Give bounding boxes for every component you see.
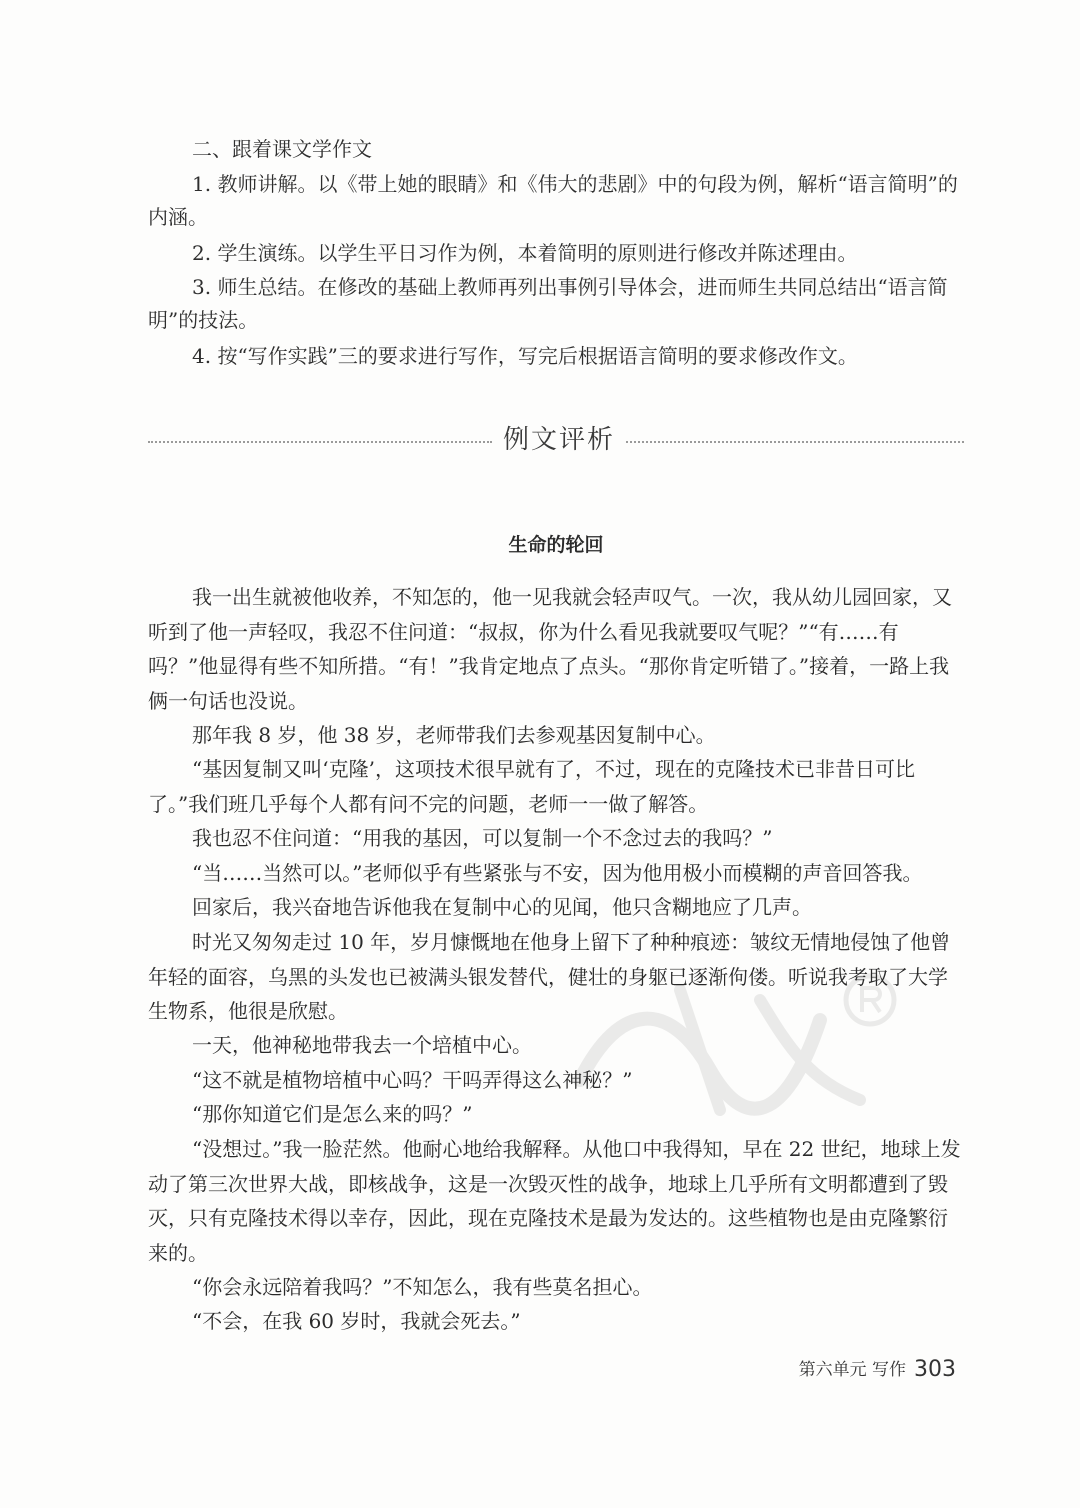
step-item-2: 2. 学生演练。以学生平日习作为例，本着简明的原则进行修改并陈述理由。 <box>192 241 858 265</box>
essay-paragraph-11: “没想过。”我一脸茫然。他耐心地给我解释。从他口中我得知，早在 22 世纪，地球上发动了第三次世界大战，即核战争，这是一次毁灭性的战争，地球上几乎所有文明都遭到了毁灭，只有克隆技术得以幸存，因此，现在克隆技术是最为发达的。这些植物也是由克隆繁衍来的。 <box>148 1137 961 1265</box>
essay-paragraph-4: 我也忍不住问道：“用我的基因，可以复制一个不念过去的我吗？” <box>192 826 773 850</box>
page-footer <box>799 1356 956 1384</box>
essay-paragraph-1: 我一出生就被他收养，不知怎的，他一见我就会轻声叹气。一次，我从幼儿园回家，又听到了他一声轻叹，我忍不住问道：“叔叔，你为什么看见我就要叹气呢？”“有……有吗？”他显得有些不知所措。“有！”我肯定地点了点头。“那你肯定听错了。”接着，一路上我俩一句话也没说。 <box>148 585 952 713</box>
step-item-1: 1. 教师讲解。以《带上她的眼睛》和《伟大的悲剧》中的句段为例，解析“语言简明”的内涵。 <box>148 172 958 229</box>
divider-line-left <box>148 441 492 443</box>
essay-title: 生命的轮回 <box>508 534 604 556</box>
essay-paragraph-3: “基因复制又叫‘克隆’，这项技术很早就有了，不过，现在的克隆技术已非昔日可比了。”我们班几乎每个人都有问不完的问题，老师一一做了解答。 <box>148 757 915 816</box>
page-number: 303 <box>914 1357 956 1382</box>
divider-line-right <box>626 441 964 443</box>
section-divider <box>148 420 964 460</box>
essay-paragraph-13: “不会，在我 60 岁时，我就会死去。” <box>192 1309 521 1333</box>
essay-paragraph-9: “这不就是植物培植中心吗？干吗弄得这么神秘？” <box>192 1068 633 1092</box>
essay-paragraph-2: 那年我 8 岁，他 38 岁，老师带我们去参观基因复制中心。 <box>192 723 716 747</box>
section-heading: 二、跟着课文学作文 <box>192 137 372 161</box>
essay-paragraph-6: 回家后，我兴奋地告诉他我在复制中心的见闻，他只含糊地应了几声。 <box>192 895 812 919</box>
essay-paragraph-10: “那你知道它们是怎么来的吗？” <box>192 1102 473 1126</box>
essay-paragraph-12: “你会永远陪着我吗？”不知怎么，我有些莫名担心。 <box>192 1275 653 1299</box>
step-item-4: 4. 按“写作实践”三的要求进行写作，写完后根据语言简明的要求修改作文。 <box>192 344 858 368</box>
footer-unit-label: 第六单元 写作 <box>798 1360 906 1380</box>
divider-title: 例文评析 <box>502 425 615 455</box>
essay-paragraph-5: “当……当然可以。”老师似乎有些紧张与不安，因为他用极小而模糊的声音回答我。 <box>192 861 923 885</box>
step-item-3: 3. 师生总结。在修改的基础上教师再列出事例引导体会，进而师生共同总结出“语言简明”的技法。 <box>148 275 948 332</box>
essay-paragraph-7: 时光又匆匆走过 10 年，岁月慷慨地在他身上留下了种种痕迹：皱纹无情地侵蚀了他曾年轻的面容，乌黑的头发也已被满头银发替代，健壮的身躯已逐渐佝偻。听说我考取了大学生物系，他很是欣慰。 <box>148 930 951 1023</box>
essay-paragraph-8: 一天，他神秘地带我去一个培植中心。 <box>192 1033 532 1057</box>
